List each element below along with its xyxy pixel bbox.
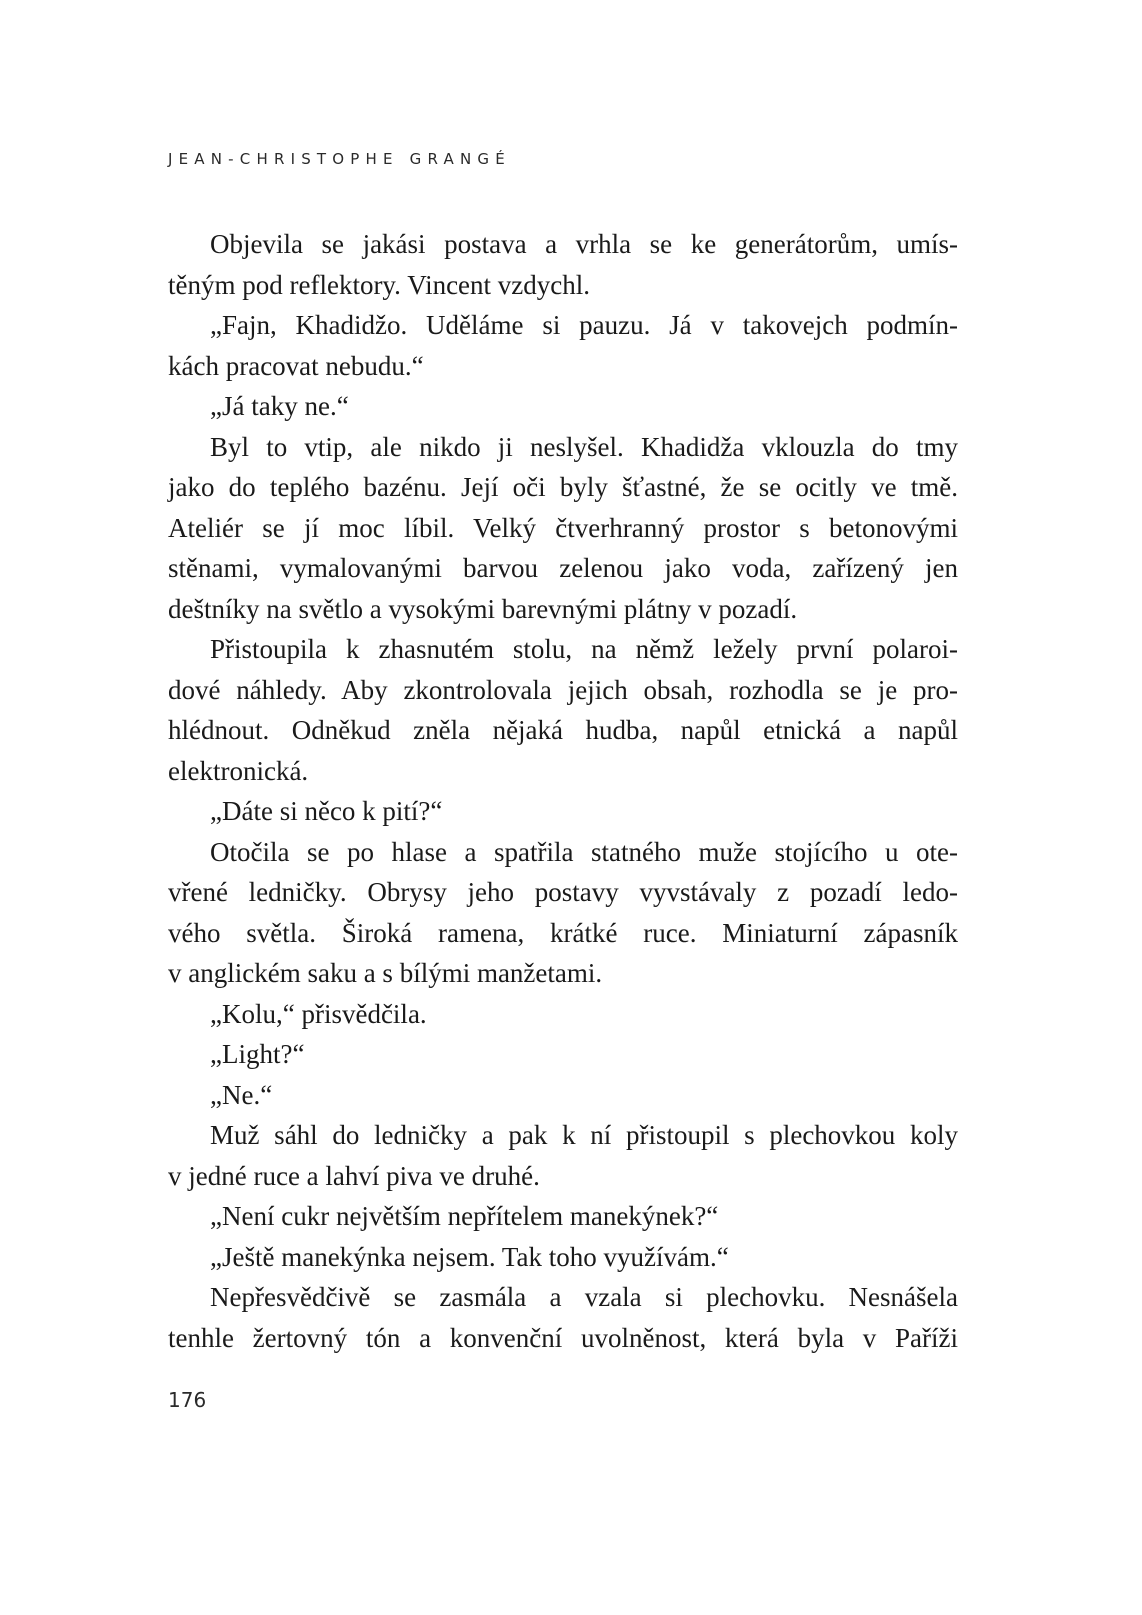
text-line-content: „Kolu,“ přisvědčila. xyxy=(210,998,427,1029)
text-line-content: Ateliér se jí moc líbil. Velký čtverhranný prostor s betonovými xyxy=(168,512,958,543)
text-line-content: „Fajn, Khadidžo. Uděláme si pauzu. Já v takovejch podmín- xyxy=(210,310,958,340)
text-line-content: kách pracovat nebudu.“ xyxy=(168,350,424,381)
text-line-content: vého světla. Široká ramena, krátké ruce. Miniaturní zápasník xyxy=(168,917,958,948)
text-line xyxy=(168,1075,958,1116)
text-line xyxy=(168,629,958,670)
text-line xyxy=(168,224,958,265)
text-line-content: deštníky na světlo a vysokými barevnými plátny v pozadí. xyxy=(168,593,798,624)
text-line-content: Nepřesvědčivě se zasmála a vzala si plechovku. Nesnášela xyxy=(210,1282,958,1312)
text-line-content: vřené ledničky. Obrysy jeho postavy vyvstávaly z pozadí ledo- xyxy=(168,877,958,907)
text-line-content: „Ještě manekýnka nejsem. Tak toho využívám.“ xyxy=(210,1241,729,1272)
text-line xyxy=(168,386,958,427)
text-line xyxy=(168,265,958,306)
text-line xyxy=(168,872,958,913)
text-line xyxy=(168,1318,958,1359)
text-line-content: v anglickém saku a s bílými manžetami. xyxy=(168,958,603,988)
text-line-content: Otočila se po hlase a spatřila statného muže stojícího u ote- xyxy=(210,836,958,867)
text-line-content: „Není cukr největším nepřítelem manekýnek?“ xyxy=(210,1201,719,1231)
text-line xyxy=(168,710,958,751)
page-number: 176 xyxy=(168,1388,207,1412)
text-line-content: dové náhledy. Aby zkontrolovala jejich obsah, rozhodla se je pro- xyxy=(168,674,958,705)
text-line-content: Přistoupila k zhasnutém stolu, na němž ležely první polaroi- xyxy=(210,634,958,664)
text-line xyxy=(168,427,958,468)
text-line xyxy=(168,548,958,589)
body-text xyxy=(168,224,958,1358)
text-line-content: „Já taky ne.“ xyxy=(210,391,349,421)
text-line xyxy=(168,1196,958,1237)
text-line xyxy=(168,670,958,711)
text-line xyxy=(168,791,958,832)
text-line xyxy=(168,1237,958,1278)
text-line xyxy=(168,346,958,387)
text-line xyxy=(168,751,958,792)
text-line xyxy=(168,1115,958,1156)
text-line xyxy=(168,1156,958,1197)
running-head-author: JEAN-CHRISTOPHE GRANGÉ xyxy=(168,150,511,168)
text-line-content: „Dáte si něco k pití?“ xyxy=(210,796,443,826)
text-line-content: „Ne.“ xyxy=(210,1079,273,1110)
text-line-content: hlédnout. Odněkud zněla nějaká hudba, napůl etnická a napůl xyxy=(168,715,958,745)
text-line-content: jako do teplého bazénu. Její oči byly šťastné, že se ocitly ve tmě. xyxy=(168,472,958,502)
text-line xyxy=(168,832,958,873)
text-line-content: těným pod reflektory. Vincent vzdychl. xyxy=(168,269,591,300)
text-line xyxy=(168,913,958,954)
text-line xyxy=(168,1034,958,1075)
text-line-content: Muž sáhl do ledničky a pak k ní přistoupil s plechovkou koly xyxy=(210,1120,958,1150)
text-line xyxy=(168,508,958,549)
text-line xyxy=(168,467,958,508)
text-line-content: tenhle žertovný tón a konvenční uvolněnost, která byla v Paříži xyxy=(168,1322,958,1353)
text-line xyxy=(168,1277,958,1318)
text-line-content: Byl to vtip, ale nikdo ji neslyšel. Khadidža vklouzla do tmy xyxy=(210,431,958,462)
text-line xyxy=(168,305,958,346)
text-line xyxy=(168,953,958,994)
text-line-content: „Light?“ xyxy=(210,1039,305,1069)
text-line-content: v jedné ruce a lahví piva ve druhé. xyxy=(168,1160,540,1191)
text-line xyxy=(168,994,958,1035)
text-line-content: elektronická. xyxy=(168,755,309,786)
text-line xyxy=(168,589,958,630)
text-line-content: Objevila se jakási postava a vrhla se ke generátorům, umís- xyxy=(210,229,958,259)
text-line-content: stěnami, vymalovanými barvou zelenou jako voda, zařízený jen xyxy=(168,553,958,583)
